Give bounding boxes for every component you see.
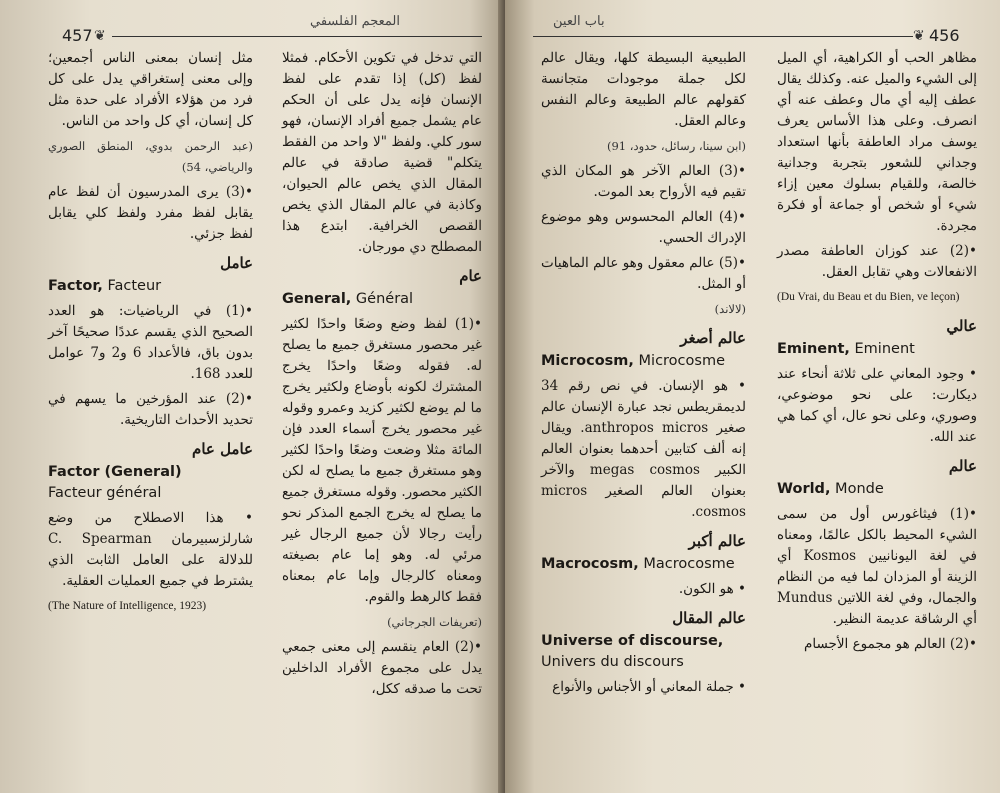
term-translation: Universe of discourse, [541, 633, 724, 649]
paragraph: • هذا الاصطلاح من وضع شارلزسبيرمان C. Spearman للدلالة على العامل الثابت الذي يشترط في جميع العمليات العقلية. [48, 510, 254, 589]
term-translation: Macrocosm, Macrocosme [541, 556, 735, 572]
paragraph: • وجود المعاني على ثلاثة أنحاء عند ديكارت: على نحو موضوعي، وصوري، وعلى نحو عال، أي كما هي عند الله. [777, 366, 977, 445]
running-head: باب العين [553, 14, 605, 29]
paragraph: •(2) عند كوزان العاطفة مصدر الانفعالات وهي تقابل العقل. [777, 243, 977, 280]
paragraph: مثل إنسان بمعنى الناس أجمعين؛ وإلى معنى إستغراقي يدل على كل فرد من هؤلاء الأفراد على حدة مثل كل إنسان، أي كل واحد من الناس. [48, 50, 253, 129]
paragraph: •(2) العام ينقسم إلى معنى جمعي يدل على مجموع الأفراد الداخلين تحت ما صدقه ككل، [282, 639, 482, 697]
paragraph: •(3) يرى المدرسيون أن لفظ عام يقابل لفظ مفرد ولفظ كلي يقابل لفظ جزئي. [48, 184, 253, 242]
paragraph: • هو الكون. [678, 581, 746, 597]
column-left [48, 48, 253, 621]
source-citation: (لالاند) [714, 302, 746, 316]
header-rule [533, 36, 913, 37]
paragraph: •(5) عالم معقول وهو عالم الماهيات أو المثل. [541, 255, 746, 292]
column-left [541, 48, 746, 702]
source-citation: (Du Vrai, du Beau et du Bien, ve leçon) [777, 291, 960, 303]
term-translation: Factor, Facteur [48, 278, 162, 294]
paragraph: •(4) العالم المحسوس وهو موضوع الإدراك الحسي. [541, 209, 746, 246]
paragraph: • هو الإنسان. في نص رقم 34 لديمقريطس نجد عبارة الإنسان عالم صغير anthropos micros. ويقال إنه ألف كتابين أحدهما بعنوان العالم الكبير megas cosmos والآخر بعنوان العالم الصغير micros cosmos. [541, 378, 746, 520]
paragraph: مظاهر الحب أو الكراهية، أي الميل إلى الشيء والميل عنه. وكذلك يقال عطف إليه أي مال وعطف عنه أي انصرف. وعلى هذا الأساس يعرف يوسف مراد العاطفة بأنها استعداد وجداني للشعور بتجربة وجدانية خالصة، وللقيام بسلوك معين إزاء شيء أو شخص أو جماعة أو فكرة مجردة. [777, 50, 977, 234]
paragraph: • جملة المعاني أو الأجناس والأنواع [552, 679, 746, 695]
paragraph: •(1) لفظ وضع وضعًا واحدًا لكثير غير محصور مستغرق جميع ما يصلح له. فقوله وضعًا واحدًا يخرج المشترك لكونه بأوضاع ولكثير يخرج ما لم يوضع لكثير كزيد وعمرو وقوله غير محصور يخرج أسماء العدد فإن المائة مثلا وضعت وضعًا واحدًا لكثير وهو مستغرق جميع ما يصلح له لكن الكثير محصور. وقوله مستغرق جميع ما يصلح له يخرج الجمع المذكر نحو رأيت رجالا لأن جميع الرجال غير مرئي له. وهو إما عام بصيغته ومعناه كالرجال وإما عام بمعناه فقط كالرهط والقوم. [281, 316, 482, 605]
headword: عالي [946, 317, 977, 335]
paragraph: •(3) العالم الآخر هو المكان الذي تقيم فيه الأرواح بعد الموت. [541, 163, 746, 200]
page-number: 457 [62, 26, 93, 45]
headword: عامل [220, 254, 253, 272]
paragraph: •(2) عند المؤرخين ما يسهم في تحديد الأحداث التاريخية. [48, 391, 253, 428]
headword: عالم [948, 457, 977, 475]
ornament-icon: ❦ [913, 28, 925, 44]
source-citation: (تعريفات الجرجاني) [387, 615, 482, 629]
paragraph: •(2) العالم هو مجموع الأجسام [803, 636, 977, 652]
page-number: 456 [929, 26, 960, 45]
headword: عامل عام [192, 440, 253, 458]
paragraph: •(1) في الرياضيات: هو العدد الصحيح الذي يقسم عددًا صحيحًا آخر بدون باق، فالأعداد 6 و2 و7 عوامل للعدد 168. [48, 303, 254, 382]
headword: عالم أصغر [680, 329, 746, 347]
headword: عالم المقال [672, 609, 746, 627]
column-right [282, 48, 482, 704]
term-translation-fr: Facteur général [48, 485, 162, 501]
term-translation: World, Monde [777, 481, 884, 497]
source-citation: (ابن سينا، رسائل، حدود، 91) [606, 139, 746, 153]
term-translation: Eminent, Eminent [777, 341, 915, 357]
source-citation: (The Nature of Intelligence, 1923) [48, 600, 207, 612]
term-translation: Microcosm, Microcosme [541, 353, 725, 369]
paragraph: •(1) فيثاغورس أول من سمى الشيء المحيط بالكل عالمًا، ومعناه في لغة اليونانيين Kosmos أي الزينة أو المزدان لما فيه من النظام والجمال، وفي لغة اللاتين Mundus أي الرشاقة عديمة النظير. [777, 506, 977, 627]
paragraph: الطبيعية البسيطة كلها، ويقال عالم لكل جملة موجودات متجانسة كقولهم عالم الطبيعة وعالم النفس وعالم العقل. [541, 50, 746, 129]
headword: عام [459, 267, 482, 285]
headword: عالم أكبر [688, 532, 746, 550]
paragraph: التي تدخل في تكوين الأحكام. فمثلا لفظ (كل) إذا تقدم على لفظ الإنسان فإنه يدل على أن الحكم عام يشمل جميع أفراد الإنسان، فهو سور كلي. ولفظ "لا واحد من الفقط يتكلم" قضية صادقة في عالم المقال الذي يخص عالم الحيوان، وكاذبة في عالم المقال الذي يخص القصص الخرافية. ابتدع هذا المصطلح دي مورجان. [282, 50, 482, 255]
page-456 [505, 0, 1000, 793]
column-right [777, 48, 977, 659]
term-translation: General, Général [282, 291, 414, 307]
term-translation-fr: Univers du discours [541, 654, 684, 670]
ornament-icon: ❦ [94, 28, 106, 44]
header-rule [112, 36, 482, 37]
source-citation: (عبد الرحمن بدوي، المنطق الصوري والرياضي، 54) [48, 139, 253, 174]
term-translation: Factor (General) [48, 464, 182, 480]
running-head: المعجم الفلسفي [310, 14, 400, 29]
